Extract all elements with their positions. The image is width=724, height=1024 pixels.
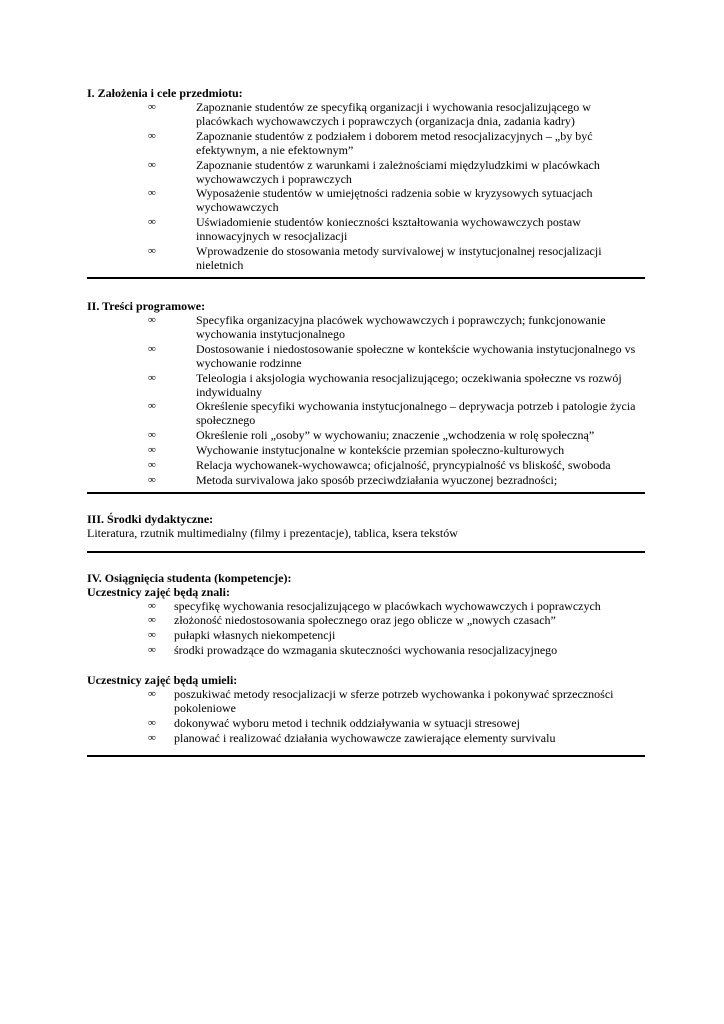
list-item-text: Zapoznanie studentów z podziałem i doborem metod resocjalizacyjnych – „by być efektywnym, a nie efektownym” [196,128,593,157]
list-item-text: poszukiwać metody resocjalizacji w sferze potrzeb wychowanka i pokonywać sprzeczności pokoleniowe [174,686,614,715]
infinity-bullet-icon: ∞ [148,643,156,656]
knowledge-heading: Uczestnicy zajęć będą znali: [87,584,230,599]
infinity-bullet-icon: ∞ [148,687,156,700]
infinity-bullet-icon: ∞ [148,371,156,384]
infinity-bullet-icon: ∞ [148,342,156,355]
section-goals-title: I. Założenia i cele przedmiotu: [87,86,243,100]
infinity-bullet-icon: ∞ [148,716,156,729]
skills-heading: Uczestnicy zajęć będą umieli: [87,672,238,687]
teaching-aids-text: Literatura, rzutnik multimedialny (filmy i prezentacje), tablica, ksera tekstów [87,525,458,540]
section-divider [87,755,645,757]
list-item [87,458,645,472]
list-item [87,313,645,341]
infinity-bullet-icon: ∞ [148,614,156,627]
list-item [87,100,645,128]
list-item [87,443,645,457]
knowledge-list [87,599,645,657]
list-item-text: dokonywać wyboru metod i technik oddziaływania w sytuacji stresowej [174,715,520,730]
list-item-text: Wyposażenie studentów w umiejętności radzenia sobie w kryzysowych sytuacjach wychowawczych [196,186,593,215]
list-item-text: złożoność niedostosowania społecznego oraz jego oblicze w „nowych czasach” [174,613,556,628]
list-item-text: Zapoznanie studentów z warunkami i zależnościami międzyludzkimi w placówkach wychowawczych i poprawczych [196,157,600,186]
infinity-bullet-icon: ∞ [148,244,156,257]
list-item-text: Wprowadzenie do stosowania metody survivalowej w instytucjonalnej resocjalizacji nieletnich [196,243,602,272]
list-item [87,158,645,186]
infinity-bullet-icon: ∞ [148,629,156,642]
section-divider [87,492,645,494]
list-item-text: specyfikę wychowania resocjalizującego w placówkach wychowawczych i poprawczych [174,598,601,613]
infinity-bullet-icon: ∞ [148,473,156,486]
section-divider [87,277,645,279]
skills-list [87,687,645,745]
list-item-text: Zapoznanie studentów ze specyfiką organizacji i wychowania resocjalizującego w placówkach wychowawczych i poprawczych (organizacja dnia, zadania kadry) [196,100,591,128]
list-item-text: Określenie roli „osoby” w wychowaniu; znaczenie „wchodzenia w rolę społeczną” [196,428,595,443]
infinity-bullet-icon: ∞ [148,429,156,442]
list-item-text: Teleologia i aksjologia wychowania resocjalizującego; oczekiwania społeczne vs rozwój indywidualny [196,370,622,399]
section-content-title: II. Treści programowe: [87,298,206,313]
list-item-text: środki prowadzące do wzmagania skuteczności wychowania resocjalizacyjnego [174,642,558,657]
list-item [87,473,645,487]
infinity-bullet-icon: ∞ [148,216,156,229]
infinity-bullet-icon: ∞ [148,187,156,200]
section-divider [87,551,645,553]
infinity-bullet-icon: ∞ [148,101,156,113]
list-item-text: Uświadomienie studentów konieczności kształtowania wychowawczych postaw innowacyjnych w resocjalizacji [196,215,581,244]
list-item [87,628,645,642]
list-item [87,244,645,272]
list-item [87,687,645,715]
list-item [87,731,645,745]
document-page [87,86,645,757]
infinity-bullet-icon: ∞ [148,731,156,744]
infinity-bullet-icon: ∞ [148,443,156,456]
list-item-text: pułapki własnych niekompetencji [174,628,336,643]
list-item-text: planować i realizować działania wychowawcze zawierające elementy survivalu [174,730,556,745]
list-item [87,399,645,427]
list-item [87,371,645,399]
list-item-text: Wychowanie instytucjonalne w kontekście przemian społeczno-kulturowych [196,442,565,457]
section-teaching-aids-title: III. Środki dydaktyczne: [87,511,214,526]
infinity-bullet-icon: ∞ [148,158,156,171]
list-item [87,186,645,214]
infinity-bullet-icon: ∞ [148,400,156,413]
list-item-text: Relacja wychowanek-wychowawca; oficjalność, pryncypialność vs bliskość, swoboda [196,457,611,472]
infinity-bullet-icon: ∞ [148,599,156,612]
list-item [87,643,645,657]
infinity-bullet-icon: ∞ [148,129,156,142]
section-competences-title: IV. Osiągnięcia studenta (kompetencje): [87,570,292,585]
list-item [87,342,645,370]
list-item-text: Metoda survivalowa jako sposób przeciwdziałania wyuczonej bezradności; [196,472,558,487]
list-item-text: Określenie specyfiki wychowania instytucjonalnego – deprywacja potrzeb i patologie życia społecznego [196,399,636,428]
list-item [87,716,645,730]
list-item [87,613,645,627]
infinity-bullet-icon: ∞ [148,313,156,326]
infinity-bullet-icon: ∞ [148,458,156,471]
list-item [87,599,645,613]
goals-list [87,100,645,272]
list-item-text: Dostosowanie i niedostosowanie społeczne w kontekście wychowania instytucjonalnego vs wychowanie rodzinne [196,341,636,370]
list-item-text: Specyfika organizacyjna placówek wychowawczych i poprawczych; funkcjonowanie wychowania instytucjonalnego [196,312,606,341]
list-item [87,428,645,442]
content-list [87,313,645,487]
list-item [87,129,645,157]
list-item [87,215,645,243]
